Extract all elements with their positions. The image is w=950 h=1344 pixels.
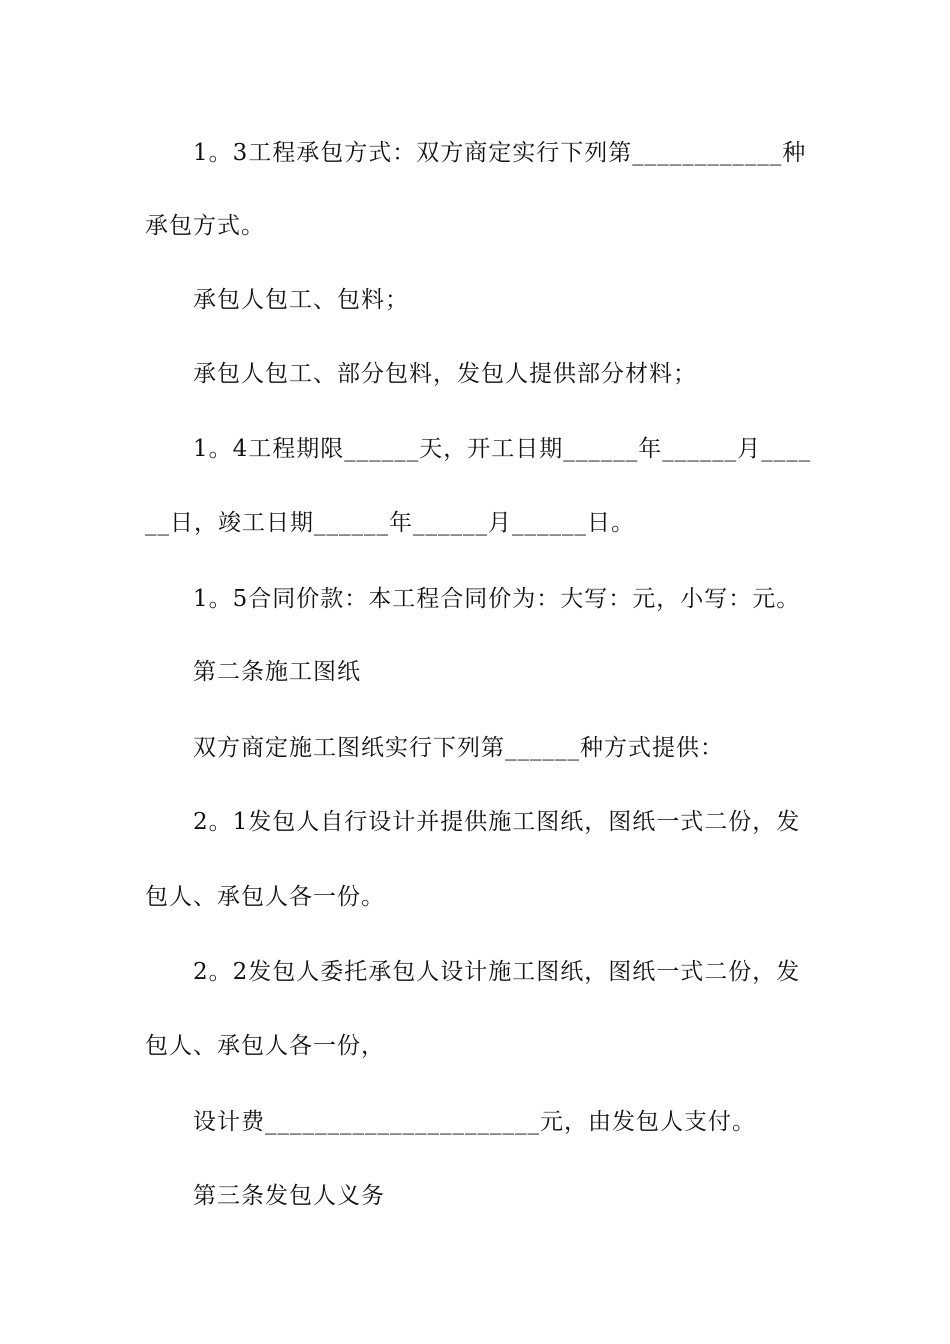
clause-1-4-line-1: 1。4工程期限______天，开工日期______年______月____ xyxy=(193,436,812,462)
clause-1-3-line-1: 1。3工程承包方式：双方商定实行下列第____________种 xyxy=(193,140,807,166)
option-labor-and-materials: 承包人包工、包料； xyxy=(193,287,409,313)
clause-2-2-line-2: 包人、承包人各一份， xyxy=(145,1033,385,1059)
article-2-heading: 第二条施工图纸 xyxy=(193,659,361,685)
clause-1-3-line-2: 承包方式。 xyxy=(145,213,265,239)
clause-2-2-line-1: 2。2发包人委托承包人设计施工图纸，图纸一式二份，发 xyxy=(193,959,801,985)
clause-1-5: 1。5合同价款：本工程合同价为：大写：元，小写：元。 xyxy=(193,586,801,612)
option-partial-materials: 承包人包工、部分包料，发包人提供部分材料； xyxy=(193,361,697,387)
clause-2-1-line-2: 包人、承包人各一份。 xyxy=(145,884,385,910)
clause-2-1-line-1: 2。1发包人自行设计并提供施工图纸，图纸一式二份，发 xyxy=(193,809,801,835)
article-3-heading: 第三条发包人义务 xyxy=(193,1183,385,1209)
design-fee-line: 设计费______________________元，由发包人支付。 xyxy=(193,1109,756,1135)
clause-1-4-line-2: __日，竣工日期______年______月______日。 xyxy=(145,510,635,536)
article-2-intro: 双方商定施工图纸实行下列第______种方式提供： xyxy=(193,735,724,761)
